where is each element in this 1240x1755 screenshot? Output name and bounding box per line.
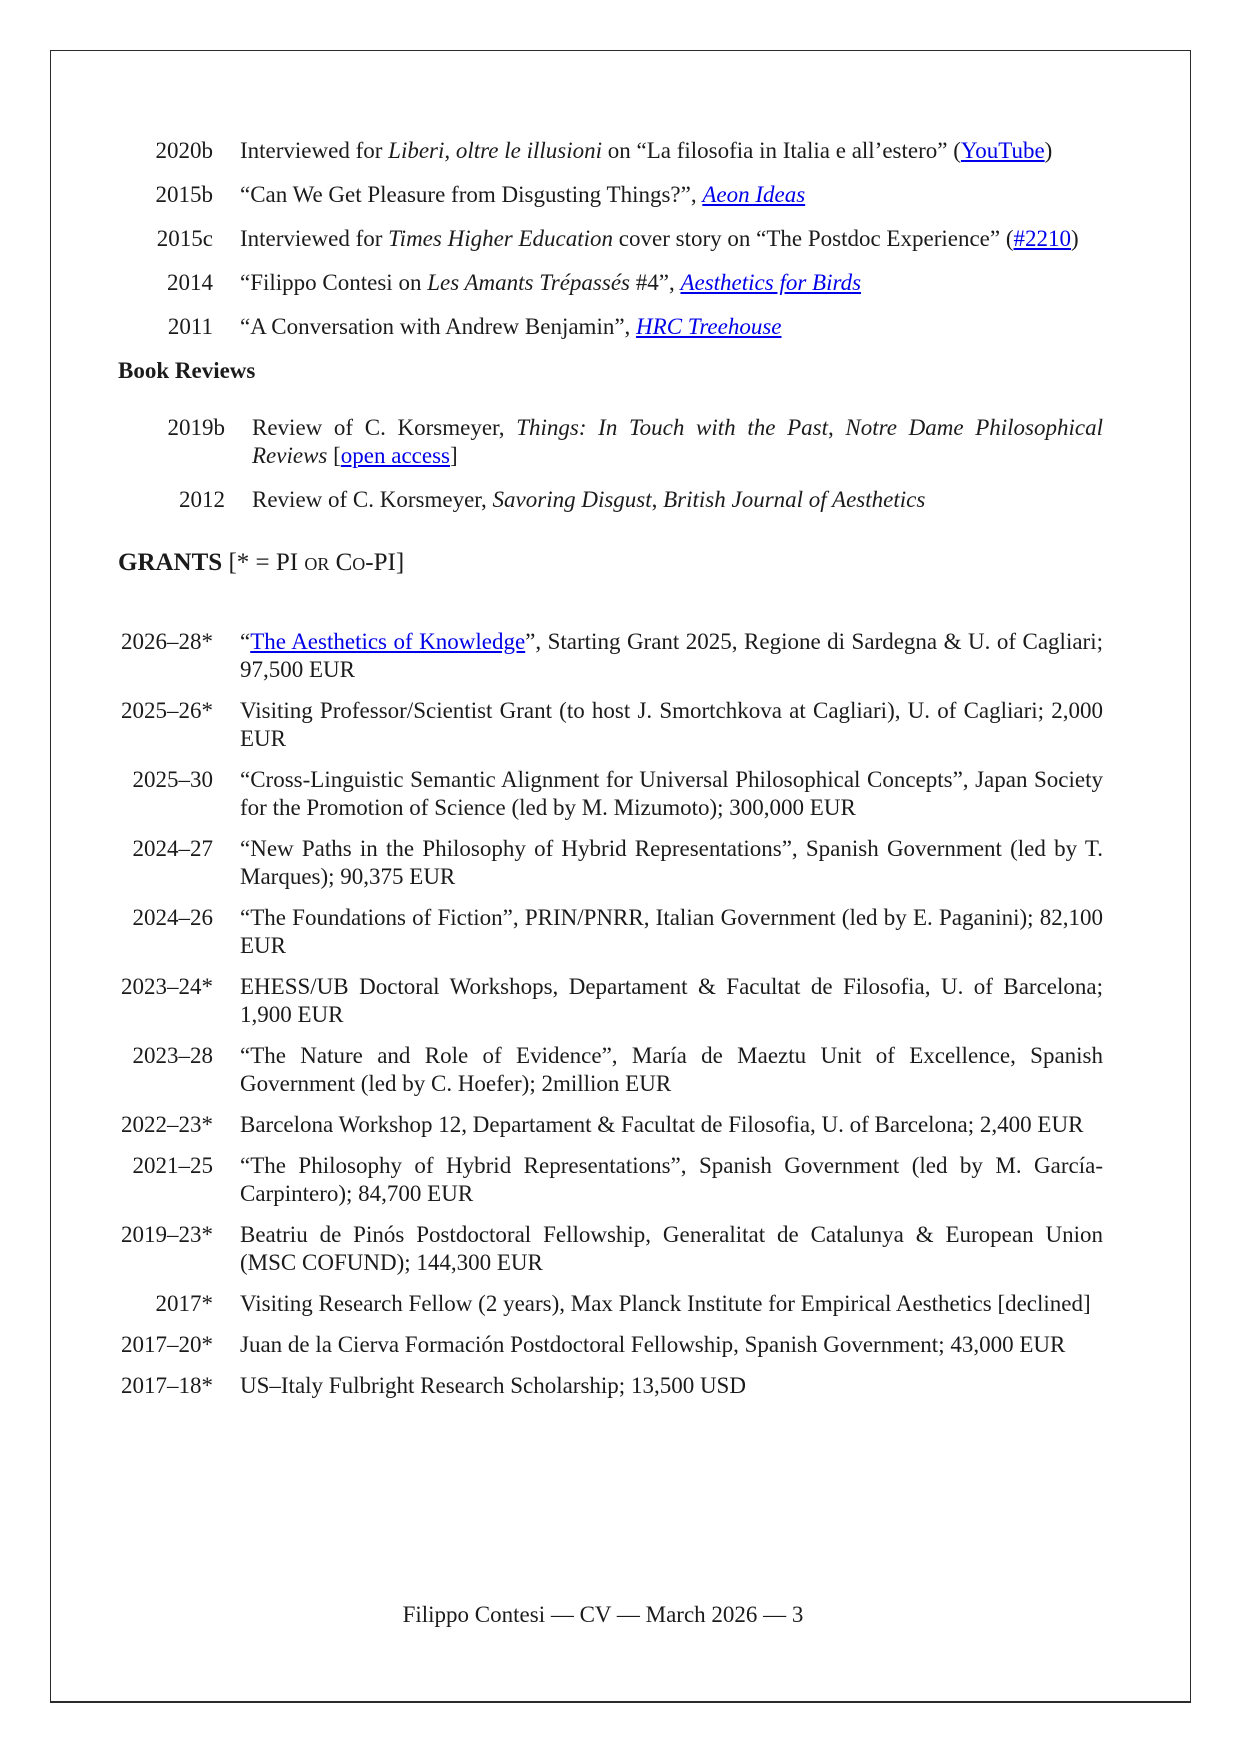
text-segment: , (651, 487, 664, 512)
grant-item (103, 835, 1103, 891)
item-text (240, 269, 1103, 297)
item-year: 2017–20* (121, 1332, 213, 1357)
item-text (240, 313, 1103, 341)
grant-item (103, 1290, 1103, 1318)
grant-item (103, 1372, 1103, 1400)
text-segment: “Filippo Contesi on (240, 270, 428, 295)
text-segment: Review of C. Korsmeyer, (252, 487, 493, 512)
book-review-item (103, 486, 1103, 514)
item-text (240, 225, 1103, 253)
book-reviews-list (103, 414, 1103, 514)
aesthetics-of-knowledge-link[interactable]: The Aesthetics of Knowledge (250, 629, 526, 654)
text-segment: Beatriu de Pinós Postdoctoral Fellowship, Generalitat de Catalunya & European Union (MSC COFUND); 144,300 EUR (240, 1222, 1103, 1275)
aesthetics-for-birds-link[interactable]: Aesthetics for Birds (680, 270, 862, 295)
item-year: 2025–26* (121, 698, 213, 723)
media-item (103, 313, 1103, 341)
item-year: 2011 (167, 314, 213, 339)
item-text (240, 181, 1103, 209)
item-text (240, 973, 1103, 1029)
item-text (240, 835, 1103, 891)
text-segment: -PI] (365, 549, 405, 576)
text-segment: [* = PI (222, 549, 305, 576)
media-item (103, 225, 1103, 253)
grant-item (103, 1152, 1103, 1208)
text-segment: Savoring Disgust (492, 487, 652, 512)
item-year: 2015c (156, 226, 213, 251)
item-text (240, 1372, 1103, 1400)
text-segment: or (304, 549, 330, 576)
grant-item (103, 1111, 1103, 1139)
item-text (240, 766, 1103, 822)
grant-item (103, 1042, 1103, 1098)
item-text (240, 904, 1103, 960)
text-segment: on “La filosofia in Italia e all’estero” ( (601, 138, 961, 163)
issue-2210-link[interactable]: #2210 (1013, 226, 1071, 251)
text-segment: ) (1070, 226, 1079, 251)
grant-item (103, 628, 1103, 684)
item-year: 2023–24* (121, 974, 213, 999)
text-segment: GRANTS (118, 549, 223, 576)
item-year: 2017* (155, 1291, 213, 1316)
item-text (240, 628, 1103, 684)
grant-item (103, 904, 1103, 960)
grant-item (103, 973, 1103, 1029)
text-segment: British Journal of Aesthetics (663, 487, 926, 512)
page-footer: Filippo Contesi — CV — March 2026 — 3 (402, 1602, 804, 1627)
text-segment: US–Italy Fulbright Research Scholarship; 13,500 USD (240, 1373, 746, 1398)
item-year: 2024–27 (132, 836, 213, 861)
text-segment: , (828, 415, 846, 440)
text-segment: Barcelona Workshop 12, Departament & Facultat de Filosofia, U. of Barcelona; 2,400 EUR (240, 1112, 1084, 1137)
item-text (240, 137, 1103, 165)
text-segment: Things: In Touch with the Past (516, 415, 828, 440)
item-year: 2014 (167, 270, 213, 295)
youtube-link[interactable]: YouTube (960, 138, 1045, 163)
grant-item (103, 1221, 1103, 1277)
item-year: 2025–30 (132, 767, 213, 792)
text-segment: “The Foundations of Fiction”, PRIN/PNRR, Italian Government (led by E. Paganini); 82,100 EUR (240, 905, 1103, 958)
grant-item (103, 697, 1103, 753)
text-segment: Visiting Research Fellow (2 years), Max Planck Institute for Empirical Aesthetics [declined] (240, 1291, 1091, 1316)
item-year: 2020b (155, 138, 213, 163)
text-segment: Review of C. Korsmeyer, (252, 415, 517, 440)
item-text (240, 697, 1103, 753)
item-year: 2019b (167, 415, 225, 440)
book-reviews-heading: Book Reviews (118, 358, 256, 383)
text-segment: Liberi, oltre le illusioni (388, 138, 602, 163)
text-segment: [ (327, 443, 341, 468)
text-segment: EHESS/UB Doctoral Workshops, Departament & Facultat de Filosofia, U. of Barcelona; 1,900 EUR (240, 974, 1103, 1027)
text-segment: ] (449, 443, 458, 468)
item-year: 2023–28 (132, 1043, 213, 1068)
media-item (103, 137, 1103, 165)
text-segment: “New Paths in the Philosophy of Hybrid Representations”, Spanish Government (led by T. Marques); 90,375 EUR (240, 836, 1103, 889)
item-text (252, 414, 1103, 470)
grants-heading (103, 548, 1103, 578)
item-text (240, 1290, 1103, 1318)
open-access-link[interactable]: open access (340, 443, 450, 468)
item-year: 2021–25 (132, 1153, 213, 1178)
grant-item (103, 1331, 1103, 1359)
hrc-treehouse-link[interactable]: HRC Treehouse (636, 314, 782, 339)
text-segment: #4”, (629, 270, 681, 295)
grants-list (103, 628, 1103, 1400)
item-year: 2019–23* (121, 1222, 213, 1247)
text-segment: “The Philosophy of Hybrid Representations”, Spanish Government (led by M. García-Carpintero); 84,700 EUR (240, 1153, 1103, 1206)
media-item (103, 269, 1103, 297)
text-segment: C (329, 549, 353, 576)
text-segment: Times Higher Education (388, 226, 614, 251)
text-segment: “Can We Get Pleasure from Disgusting Things?”, (240, 182, 703, 207)
item-text (240, 1152, 1103, 1208)
cv-page-content (103, 137, 1103, 1413)
text-segment: o (352, 549, 366, 576)
text-segment: Visiting Professor/Scientist Grant (to host J. Smortchkova at Cagliari), U. of Cagliari; 2,000 EUR (240, 698, 1103, 751)
item-year: 2017–18* (121, 1373, 213, 1398)
item-year: 2024–26 (132, 905, 213, 930)
text-segment: Interviewed for (240, 138, 389, 163)
text-segment: ) (1044, 138, 1053, 163)
item-text (240, 1331, 1103, 1359)
item-year: 2015b (155, 182, 213, 207)
media-list (103, 137, 1103, 341)
text-segment: Notre Dame Philosophical Reviews (252, 415, 1103, 468)
item-text (252, 486, 1103, 514)
item-year: 2012 (179, 487, 225, 512)
grant-item (103, 766, 1103, 822)
text-segment: “A Conversation with Andrew Benjamin”, (240, 314, 637, 339)
text-segment: “The Nature and Role of Evidence”, María de Maeztu Unit of Excellence, Spanish Government (led by C. Hoefer); 2million EUR (240, 1043, 1103, 1096)
item-text (240, 1221, 1103, 1277)
book-review-item (103, 414, 1103, 470)
media-item (103, 181, 1103, 209)
item-year: 2026–28* (121, 629, 213, 654)
text-segment: Juan de la Cierva Formación Postdoctoral Fellowship, Spanish Government; 43,000 EUR (240, 1332, 1066, 1357)
text-segment: “Cross-Linguistic Semantic Alignment for Universal Philosophical Concepts”, Japan Society for the Promotion of Science (led by M. Mizumoto); 300,000 EUR (240, 767, 1103, 820)
text-segment: Interviewed for (240, 226, 389, 251)
text-segment: cover story on “The Postdoc Experience” ( (613, 226, 1014, 251)
item-year: 2022–23* (121, 1112, 213, 1137)
text-segment: “ (240, 629, 251, 654)
item-text (240, 1111, 1103, 1139)
item-text (240, 1042, 1103, 1098)
text-segment: Les Amants Trépassés (427, 270, 630, 295)
text-segment: ”, Starting Grant 2025, Regione di Sardegna & U. of Cagliari; 97,500 EUR (240, 629, 1103, 682)
aeon-ideas-link[interactable]: Aeon Ideas (702, 182, 806, 207)
